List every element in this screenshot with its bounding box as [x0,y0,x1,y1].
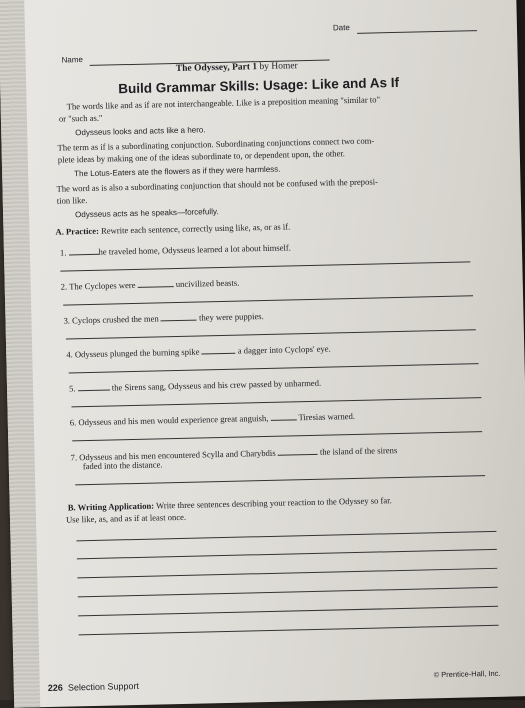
practice-item-7-cont: faded into the distance. [82,459,163,472]
rewrite-line-1[interactable] [60,261,470,271]
item-text-before: The Cyclopes were [69,279,136,292]
intro-paragraph-2: The term as if is a subordinating conjunction. Subordinating conjunctions connect two com- [57,135,375,153]
item-number: 1. [59,247,67,258]
item-text-after: uncivilized beasts. [175,277,240,290]
answer-blank[interactable] [77,380,109,392]
example-3: Odysseus acts as he speaks—forcefully. [75,207,219,220]
item-text-before: Cyclops crushed the men [72,313,159,326]
item-number: 6. [69,417,77,428]
item-text-after: the Sirens sang, Odysseus and his crew passed by unharmed. [111,377,322,393]
item-number: 5. [68,383,76,394]
rewrite-line-3[interactable] [66,329,476,339]
page-title: Build Grammar Skills: Usage: Like and As If [118,74,400,97]
practice-instructions: Rewrite each sentence, correctly using like, as, or as if. [100,221,291,236]
answer-blank[interactable] [137,276,173,288]
writing-line-1[interactable] [76,531,496,542]
footer-left [48,681,139,693]
date-line [357,30,477,34]
rewrite-line-5[interactable] [71,397,481,407]
answer-blank[interactable] [161,310,197,322]
writing-instruction-cont: Use like, as, and as if at least once. [65,511,187,525]
rewrite-line-2[interactable] [63,295,473,305]
practice-label: A. Practice: [55,225,100,237]
rewrite-line-7[interactable] [75,475,485,485]
example-2: The Lotus-Eaters ate the flowers as if they were harmless. [74,164,281,179]
writing-instructions: Write three sentences describing your reaction to the Odyssey so far. [155,495,392,511]
practice-item-5 [69,375,321,394]
item-number: 4. [66,349,73,360]
date-label: Date [332,23,350,33]
writing-line-5[interactable] [78,606,498,617]
answer-blank[interactable] [68,244,98,256]
intro-paragraph-3: The word as is also a subordinating conjunction that should not be confused with the preposi- [56,176,379,194]
example-1: Odysseus looks and acts like a hero. [75,125,206,138]
practice-item-4 [66,341,331,360]
intro-paragraph-1: The words like and as if are not interchangeable. Like is a preposition meaning "similar to" [66,94,381,112]
intro-paragraph-2-cont: plete ideas by making one of the ideas subordinate to, or dependent upon, the other. [57,148,346,165]
answer-blank[interactable] [270,409,296,421]
item-number: 7. [70,452,78,463]
practice-item-6 [70,408,355,427]
practice-item-3 [63,308,263,326]
writing-line-4[interactable] [78,587,498,598]
answer-blank[interactable] [278,444,318,456]
item-text-after: the island of the sirens [319,445,398,457]
selection-title [176,61,298,74]
writing-label: B. Writing Application: [67,500,155,513]
answer-blank[interactable] [201,343,235,355]
practice-item-1 [60,239,291,257]
rewrite-line-6[interactable] [72,431,482,441]
selection-name: The Odyssey, Part 1 [175,62,258,74]
item-number: 2. [60,281,68,292]
item-text-before: Odysseus and his men encountered Scylla and Charybdis [79,447,276,463]
item-text-after: a dagger into Cyclops' eye. [237,343,331,356]
item-text-before: Odysseus plunged the burning spike [74,346,200,360]
practice-heading [55,221,290,236]
selection-author: by Homer [259,61,298,73]
footer-section: Selection Support [67,680,140,693]
writing-line-2[interactable] [77,549,497,560]
writing-line-6[interactable] [79,625,499,636]
practice-item-2 [61,275,240,292]
item-text-before: Odysseus and his men would experience great anguish, [78,412,269,428]
item-text-after: he traveled home, Odysseus learned a lot about himself. [98,242,291,257]
page-number: 226 [47,682,63,694]
name-label: Name [61,55,84,65]
writing-line-3[interactable] [77,568,497,579]
intro-paragraph-1-cont: or "such as." [58,112,103,124]
rewrite-line-4[interactable] [69,363,479,373]
item-number: 3. [63,315,71,326]
item-text-after: they were puppies. [198,311,264,323]
intro-paragraph-3-cont: tion like. [56,195,88,206]
item-text-after: Tiresias warned. [298,411,356,423]
copyright: © Prentice-Hall, Inc. [433,668,501,680]
writing-heading [68,495,392,512]
